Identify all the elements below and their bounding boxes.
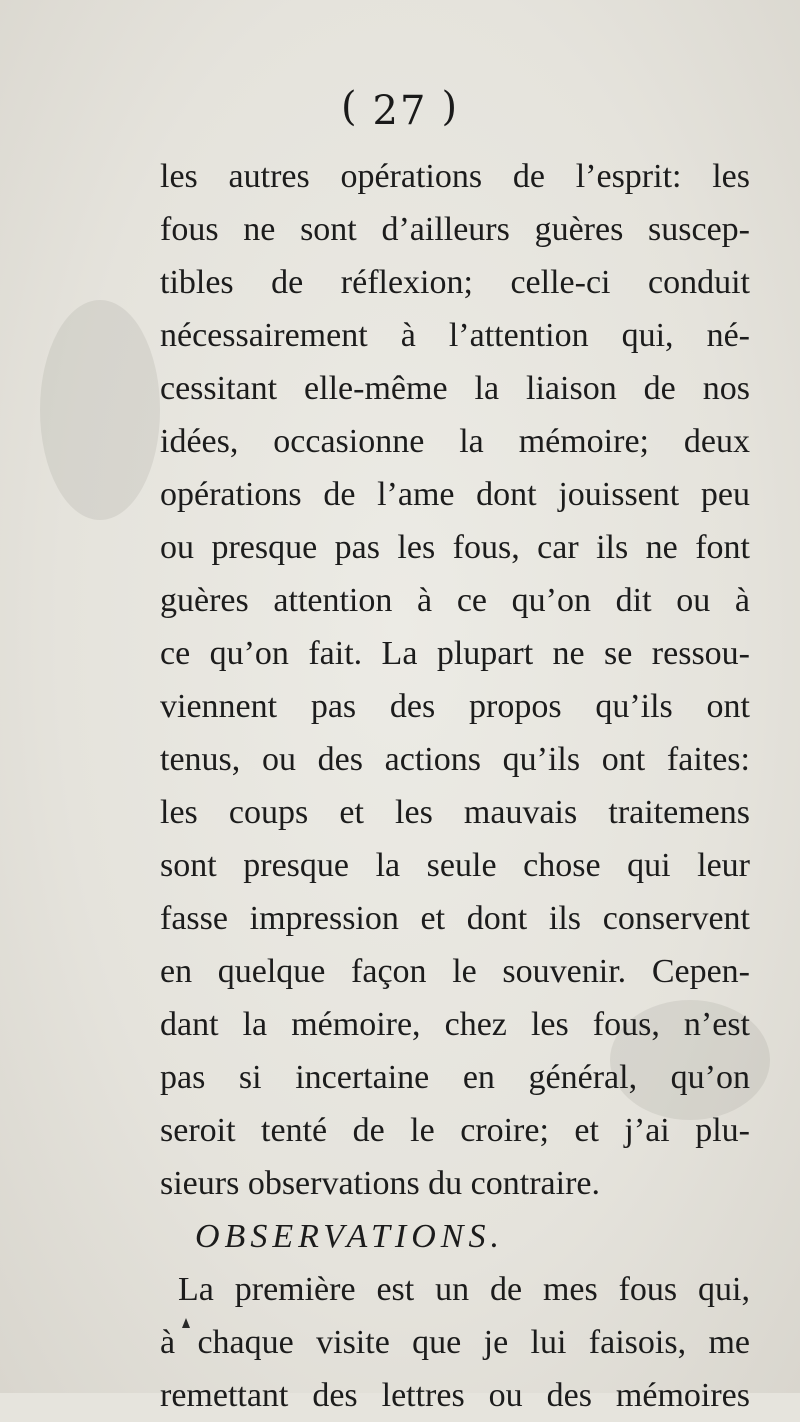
text-line: guères attention à ce qu’on dit ou à <box>160 582 750 619</box>
text-line: cessitant elle-même la liaison de nos <box>160 370 750 407</box>
text-line: tenus, ou des actions qu’ils ont faites: <box>160 741 750 778</box>
text-line: opérations de l’ame dont jouissent peu <box>160 476 750 513</box>
text-line: fasse impression et dont ils conservent <box>160 900 750 937</box>
text-line: en quelque façon le souvenir. Cepen- <box>160 953 750 990</box>
text-line: les autres opérations de l’esprit: les <box>160 158 750 195</box>
body-text <box>160 150 750 1422</box>
text-line: à chaque visite que je lui faisois, me <box>160 1324 750 1361</box>
text-line: ce qu’on fait. La plupart ne se ressou- <box>160 635 750 672</box>
text-line: La première est un de mes fous qui, <box>178 1271 750 1308</box>
ink-mark <box>182 1318 190 1328</box>
folio-close-paren: ) <box>441 84 460 130</box>
text-line: ou presque pas les fous, car ils ne font <box>160 529 750 566</box>
text-line: seroit tenté de le croire; et j’ai plu- <box>160 1112 750 1149</box>
text-line: nécessairement à l’attention qui, né- <box>160 317 750 354</box>
text-line: fous ne sont d’ailleurs guères suscep- <box>160 211 750 248</box>
text-line: les coups et les mauvais traitemens <box>160 794 750 831</box>
text-line: tibles de réflexion; celle-ci conduit <box>160 264 750 301</box>
section-heading: OBSERVATIONS. <box>195 1218 504 1255</box>
folio-number: 27 <box>372 88 428 134</box>
text-line: sieurs observations du contraire. <box>160 1165 600 1202</box>
text-line: pas si incertaine en général, qu’on <box>160 1059 750 1096</box>
text-line: idées, occasionne la mémoire; deux <box>160 423 750 460</box>
text-line: viennent pas des propos qu’ils ont <box>160 688 750 725</box>
folio-open-paren: ( <box>340 84 359 130</box>
page-number <box>0 84 800 134</box>
text-line: remettant des lettres ou des mémoires <box>160 1377 750 1414</box>
paper-stain <box>40 300 160 520</box>
text-line: sont presque la seule chose qui leur <box>160 847 750 884</box>
text-line: dant la mémoire, chez les fous, n’est <box>160 1006 750 1043</box>
